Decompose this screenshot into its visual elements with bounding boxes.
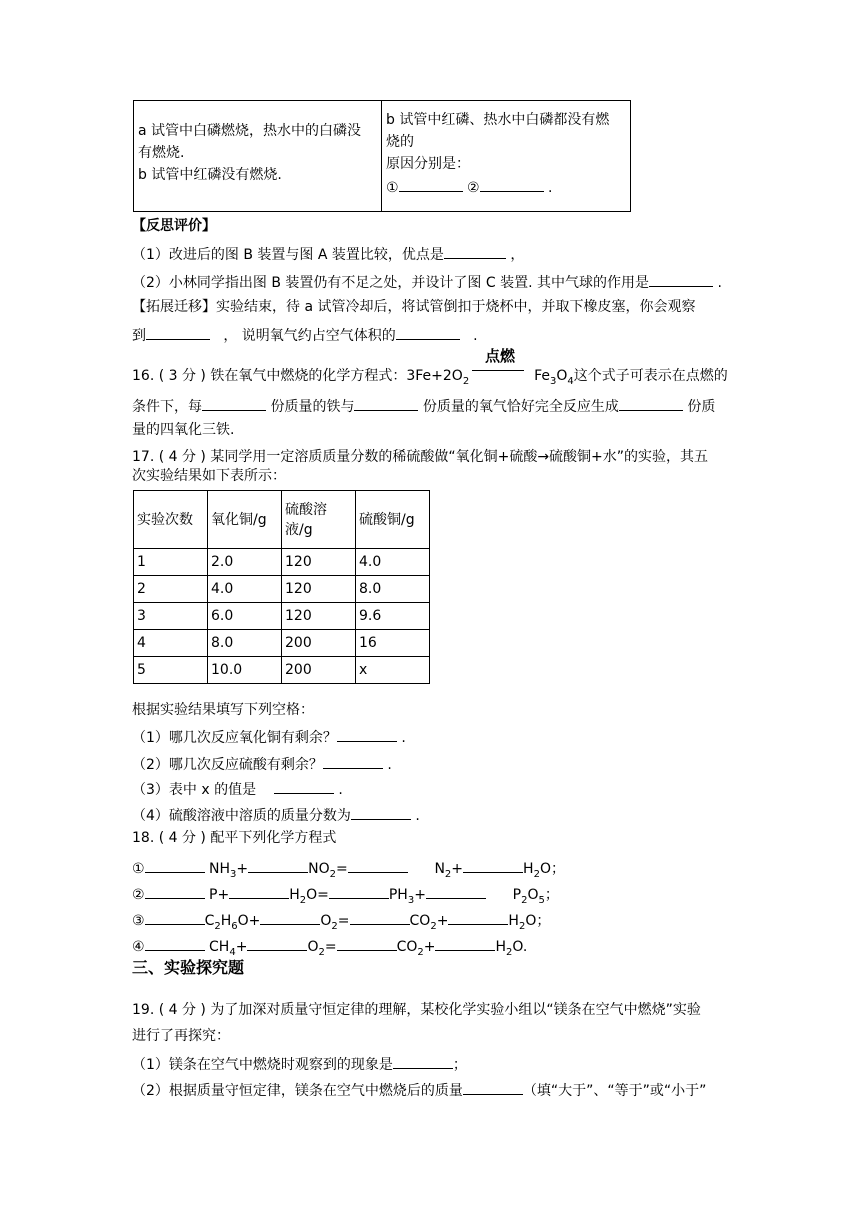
punct: ； bbox=[452, 1057, 467, 1073]
table-row bbox=[134, 630, 430, 657]
operator: + bbox=[436, 913, 449, 929]
punct: . bbox=[387, 757, 392, 773]
answer-blank[interactable] bbox=[649, 270, 713, 287]
formula: NO bbox=[308, 861, 330, 877]
answer-blank[interactable] bbox=[399, 175, 463, 192]
formula: P+ bbox=[209, 887, 230, 903]
formula: N bbox=[434, 861, 445, 877]
circled-number: ② bbox=[467, 180, 480, 196]
q19-sub2 bbox=[132, 1078, 706, 1101]
formula: Fe bbox=[534, 368, 550, 384]
q17-line1: 17. ( 4 分 ) 某同学用一定溶质质量分数的稀硫酸做“氧化铜+硫酸→硫酸铜+水”的实验，其五 bbox=[132, 449, 709, 465]
q18-equation-3 bbox=[132, 908, 550, 931]
answer-blank[interactable] bbox=[354, 394, 418, 411]
circled-number: ④ bbox=[132, 939, 145, 955]
subscript: 2 bbox=[329, 868, 336, 880]
formula: O bbox=[307, 939, 319, 955]
circled-number: ③ bbox=[132, 913, 145, 929]
punct: ； bbox=[544, 887, 559, 903]
table-cell: 10.0 bbox=[208, 657, 282, 684]
table-cell: 8.0 bbox=[356, 576, 430, 603]
formula: O+ bbox=[237, 913, 261, 929]
coefficient-blank[interactable] bbox=[145, 934, 205, 951]
text: 份质量的铁与 bbox=[270, 399, 355, 415]
question-text: （4）硫酸溶液中溶质的质量分数为 bbox=[132, 808, 351, 824]
question-text: （3）表中 x 的值是 bbox=[132, 782, 257, 798]
reflection-q1 bbox=[132, 242, 524, 265]
section-heading: 三、实验探究题 bbox=[132, 958, 245, 977]
q19-line2: 进行了再探究： bbox=[132, 1028, 230, 1044]
table-cell: 200 bbox=[282, 630, 356, 657]
punct: . bbox=[473, 328, 478, 344]
q18-title: 18. ( 4 分 ) 配平下列化学方程式 bbox=[132, 830, 337, 846]
cell-line: b 试管中红磷、热水中白磷都没有燃 bbox=[386, 112, 610, 128]
table-cell: 4.0 bbox=[356, 549, 430, 576]
coefficient-blank[interactable] bbox=[229, 882, 289, 899]
formula: NH bbox=[209, 861, 231, 877]
answer-blank[interactable] bbox=[337, 725, 397, 742]
subscript: 2 bbox=[462, 375, 470, 387]
text: 份质 bbox=[687, 399, 716, 415]
q18-equation-1 bbox=[132, 856, 565, 879]
punct: . bbox=[717, 275, 722, 291]
punct: . bbox=[401, 730, 406, 746]
q19-sub1 bbox=[132, 1052, 467, 1075]
answer-blank[interactable] bbox=[146, 323, 210, 340]
q18-equation-4 bbox=[132, 934, 527, 957]
table-header-row bbox=[134, 491, 430, 549]
punct: . bbox=[415, 808, 420, 824]
reflection-heading: 【反思评价】 bbox=[132, 218, 216, 234]
table-cell: 5 bbox=[134, 657, 208, 684]
table-cell-observation bbox=[134, 101, 382, 211]
equation-text: 16. ( 3 分 ) 铁在氧气中燃烧的化学方程式：3Fe+2O bbox=[132, 368, 463, 384]
table-cell: 4.0 bbox=[208, 576, 282, 603]
table-cell: 1 bbox=[134, 549, 208, 576]
q17-sub2 bbox=[132, 752, 392, 775]
subscript: 2 bbox=[533, 868, 540, 880]
formula: H bbox=[289, 887, 300, 903]
coefficient-blank[interactable] bbox=[463, 856, 523, 873]
circled-number: ② bbox=[132, 887, 145, 903]
text: 份质量的氧气恰好完全反应生成 bbox=[422, 399, 619, 415]
subscript: 2 bbox=[318, 946, 325, 958]
subscript: 3 bbox=[230, 868, 237, 880]
coefficient-blank[interactable] bbox=[426, 882, 486, 899]
operator: + bbox=[414, 887, 426, 903]
table-cell: 120 bbox=[282, 576, 356, 603]
formula: O bbox=[556, 368, 568, 384]
subscript: 2 bbox=[299, 894, 307, 906]
coefficient-blank[interactable] bbox=[247, 934, 307, 951]
cell-line: 原因分别是： bbox=[386, 156, 470, 172]
formula: O； bbox=[539, 861, 565, 877]
q16-line1 bbox=[132, 366, 728, 386]
coefficient-blank[interactable] bbox=[248, 856, 308, 873]
operator: + bbox=[236, 861, 249, 877]
cell-line: a 试管中白磷燃烧，热水中的白磷没 bbox=[138, 123, 362, 139]
question-text: （2）哪几次反应硫酸有剩余？ bbox=[132, 757, 323, 773]
text: （填“大于”、“等于”或“小于” bbox=[522, 1083, 707, 1099]
subscript: 2 bbox=[214, 920, 221, 932]
subscript: 6 bbox=[231, 920, 238, 932]
coefficient-blank[interactable] bbox=[260, 908, 320, 925]
question-text: （1）哪几次反应氧化铜有剩余？ bbox=[132, 730, 337, 746]
answer-blank[interactable] bbox=[323, 752, 383, 769]
formula: P bbox=[512, 887, 522, 903]
text: 条件下，每 bbox=[132, 399, 202, 415]
formula: CH bbox=[209, 939, 230, 955]
text: 到 bbox=[132, 328, 146, 344]
answer-blank[interactable] bbox=[480, 175, 544, 192]
coefficient-blank[interactable] bbox=[337, 934, 397, 951]
answer-blank[interactable] bbox=[351, 803, 411, 820]
cell-line: 烧的 bbox=[386, 134, 414, 150]
table-cell: 120 bbox=[282, 603, 356, 630]
table-row bbox=[134, 657, 430, 684]
cell-line bbox=[386, 175, 630, 199]
subscript: 2 bbox=[331, 920, 338, 932]
table-cell: 9.6 bbox=[356, 603, 430, 630]
coefficient-blank[interactable] bbox=[329, 882, 389, 899]
punct: . bbox=[338, 782, 343, 798]
subscript: 2 bbox=[444, 868, 452, 880]
subscript: 3 bbox=[550, 375, 557, 387]
question-text: （1）镁条在空气中燃烧时观察到的现象是 bbox=[132, 1057, 393, 1073]
table-cell: x bbox=[356, 657, 430, 684]
q17-line2: 次实验结果如下表所示： bbox=[132, 468, 286, 484]
subscript: 2 bbox=[518, 920, 526, 932]
copper-oxide-data-table bbox=[133, 490, 430, 684]
q17-sub1 bbox=[132, 725, 406, 748]
coefficient-blank[interactable] bbox=[448, 908, 508, 925]
formula: O= bbox=[306, 887, 329, 903]
q19-line1: 19. ( 4 分 ) 为了加深对质量守恒定律的理解，某校化学实验小组以“镁条在空气中燃烧”实验 bbox=[132, 1002, 701, 1018]
formula: H bbox=[508, 913, 519, 929]
table-cell: 3 bbox=[134, 603, 208, 630]
coefficient-blank[interactable] bbox=[145, 882, 205, 899]
header-cell: 硫酸铜/g bbox=[356, 491, 430, 549]
reaction-condition: 点燃 bbox=[484, 347, 515, 365]
punct: ， bbox=[510, 247, 525, 263]
circled-number: ① bbox=[132, 861, 145, 877]
operator: = bbox=[324, 939, 337, 955]
answer-blank[interactable] bbox=[444, 242, 506, 259]
subscript: 2 bbox=[521, 894, 528, 906]
cell-line: 有燃烧. bbox=[138, 145, 185, 161]
coefficient-blank[interactable] bbox=[350, 908, 410, 925]
circled-number: ① bbox=[386, 180, 399, 196]
table-cell: 200 bbox=[282, 657, 356, 684]
formula: H bbox=[495, 939, 507, 955]
formula: PH bbox=[388, 887, 408, 903]
table-cell: 120 bbox=[282, 549, 356, 576]
table-row bbox=[134, 603, 430, 630]
answer-blank[interactable] bbox=[393, 1052, 453, 1069]
answer-blank[interactable] bbox=[396, 323, 460, 340]
coefficient-blank[interactable] bbox=[145, 908, 205, 925]
coefficient-blank[interactable] bbox=[348, 856, 408, 873]
subscript: 4 bbox=[567, 375, 574, 387]
subscript: 2 bbox=[506, 946, 513, 958]
answer-blank[interactable] bbox=[202, 394, 266, 411]
operator: + bbox=[235, 939, 248, 955]
question-text: （1）改进后的图 B 装置与图 A 装置比较，优点是 bbox=[132, 247, 444, 263]
header-cell: 氧化铜/g bbox=[208, 491, 282, 549]
header-cell: 硫酸溶液/g bbox=[282, 491, 356, 549]
q16-line3: 量的四氧化三铁. bbox=[132, 422, 235, 438]
formula: C bbox=[204, 913, 215, 929]
extension-line2 bbox=[132, 323, 478, 346]
extension-line1: 【拓展迁移】实验结束，待 a 试管冷却后，将试管倒扣于烧杯中，并取下橡皮塞，你会观察 bbox=[132, 299, 696, 315]
operator: + bbox=[451, 861, 464, 877]
table-cell: 16 bbox=[356, 630, 430, 657]
operator: = bbox=[336, 861, 348, 877]
subscript: 3 bbox=[407, 894, 415, 906]
table-row bbox=[134, 576, 430, 603]
q16-line2 bbox=[132, 394, 715, 417]
answer-blank[interactable] bbox=[619, 394, 683, 411]
answer-blank[interactable] bbox=[463, 1078, 523, 1095]
text: 这个式子可表示在点燃的 bbox=[573, 368, 728, 384]
cell-line: b 试管中红磷没有燃烧. bbox=[138, 167, 282, 183]
question-text: （2）根据质量守恒定律，镁条在空气中燃烧后的质量 bbox=[132, 1083, 463, 1099]
formula: H bbox=[523, 861, 534, 877]
question-text: （2）小林同学指出图 B 装置仍有不足之处，并设计了图 C 装置. 其中气球的作用是 bbox=[132, 275, 649, 291]
table-cell: 4 bbox=[134, 630, 208, 657]
operator: + bbox=[423, 939, 436, 955]
q18-equation-2 bbox=[132, 882, 559, 905]
q17-sub3 bbox=[132, 777, 343, 800]
q17-sub4 bbox=[132, 803, 420, 826]
answer-blank[interactable] bbox=[274, 777, 334, 794]
formula: O bbox=[320, 913, 332, 929]
coefficient-blank[interactable] bbox=[145, 856, 205, 873]
table-cell: 2.0 bbox=[208, 549, 282, 576]
formula: CO bbox=[396, 939, 418, 955]
subscript: 2 bbox=[430, 920, 437, 932]
formula: H bbox=[220, 913, 232, 929]
table-cell: 8.0 bbox=[208, 630, 282, 657]
operator: = bbox=[337, 913, 350, 929]
experiment-result-table bbox=[133, 100, 631, 212]
coefficient-blank[interactable] bbox=[435, 934, 495, 951]
table-row bbox=[134, 549, 430, 576]
reflection-q2 bbox=[132, 270, 722, 293]
formula: CO bbox=[409, 913, 431, 929]
formula: O. bbox=[512, 939, 528, 955]
punct: . bbox=[548, 180, 553, 196]
formula: O； bbox=[525, 913, 551, 929]
subscript: 2 bbox=[417, 946, 424, 958]
subscript: 5 bbox=[538, 894, 545, 906]
subscript: 4 bbox=[229, 946, 236, 958]
q17-after: 根据实验结果填写下列空格： bbox=[132, 702, 314, 718]
formula: O bbox=[527, 887, 539, 903]
table-cell-analysis bbox=[382, 101, 630, 211]
text: ， 说明氧气约占空气体积的 bbox=[223, 328, 396, 344]
header-cell: 实验次数 bbox=[134, 491, 208, 549]
table-cell: 2 bbox=[134, 576, 208, 603]
table-cell: 6.0 bbox=[208, 603, 282, 630]
